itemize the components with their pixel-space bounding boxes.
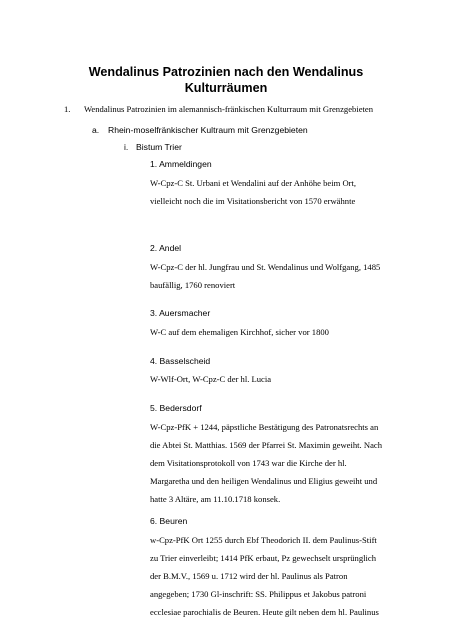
entry-line: der B.M.V., 1569 u. 1712 wird der hl. Paulinus als Patron (150, 571, 348, 581)
level2-number: a. (92, 125, 100, 135)
entry-line: W-C auf dem ehemaligen Kirchhof, sicher vor 1800 (150, 327, 329, 337)
entry-line: W-Wlf-Ort, W-Cpz-C der hl. Lucia (150, 374, 272, 384)
entry-line: vielleicht noch die im Visitationsbericht von 1570 erwähnte (150, 196, 356, 206)
entry-line: zu Trier einverleibt; 1414 PfK erbaut, Pz gewechselt ursprünglich (150, 553, 377, 563)
entry-heading: 2. Andel (150, 243, 182, 253)
page-title (0, 64, 452, 96)
level3-heading: Bistum Trier (136, 142, 182, 152)
entry-line: dem Visitationsprotokoll von 1743 war die Kirche der hl. (150, 458, 347, 468)
entry-line: baufällig, 1760 renoviert (150, 280, 236, 290)
entry-heading: 6. Beuren (150, 516, 188, 526)
entry-line: ecclesiae parochialis de Beuren. Heute gilt neben dem hl. Paulinus (150, 607, 379, 617)
entry-heading: 1. Ammeldingen (150, 159, 212, 169)
level1-heading: Wendalinus Patrozinien im alemannisch-fränkischen Kulturraum mit Grenzgebieten (84, 104, 374, 114)
entry-line: angegeben; 1730 Gl-inschrift: SS. Philippus et Jakobus patroni (150, 589, 367, 599)
entry-heading: 4. Basselscheid (150, 356, 211, 366)
level3-number: i. (124, 142, 129, 152)
entry-line: w-Cpz-PfK Ort 1255 durch Ebf Theodorich II. dem Paulinus-Stift (150, 535, 377, 545)
entry-line: die Abtei St. Matthias. 1569 der Pfarrei St. Maximin geweiht. Nach (150, 440, 382, 450)
level1-number: 1. (64, 104, 71, 114)
entry-line: W-Cpz-C St. Urbani et Wendalini auf der Anhöhe beim Ort, (150, 178, 357, 188)
title-line-2: Kulturräumen (184, 81, 268, 95)
entry-heading: 3. Auersmacher (150, 308, 211, 318)
entry-line: Margaretha und den heiligen Wendalinus und Eligius geweiht und (150, 476, 378, 486)
entry-line: W-Cpz-C der hl. Jungfrau und St. Wendalinus und Wolfgang, 1485 (150, 262, 381, 272)
entry-line: hatte 3 Altäre, am 11.10.1718 konsek. (150, 494, 281, 504)
entry-heading: 5. Bedersdorf (150, 403, 202, 413)
title-line-1: Wendalinus Patrozinien nach den Wendalinus (88, 65, 364, 79)
entry-line: W-Cpz-PfK + 1244, päpstliche Bestätigung des Patronatsrechts an (150, 422, 379, 432)
level2-heading: Rhein-moselfränkischer Kultraum mit Grenzgebieten (108, 125, 308, 135)
